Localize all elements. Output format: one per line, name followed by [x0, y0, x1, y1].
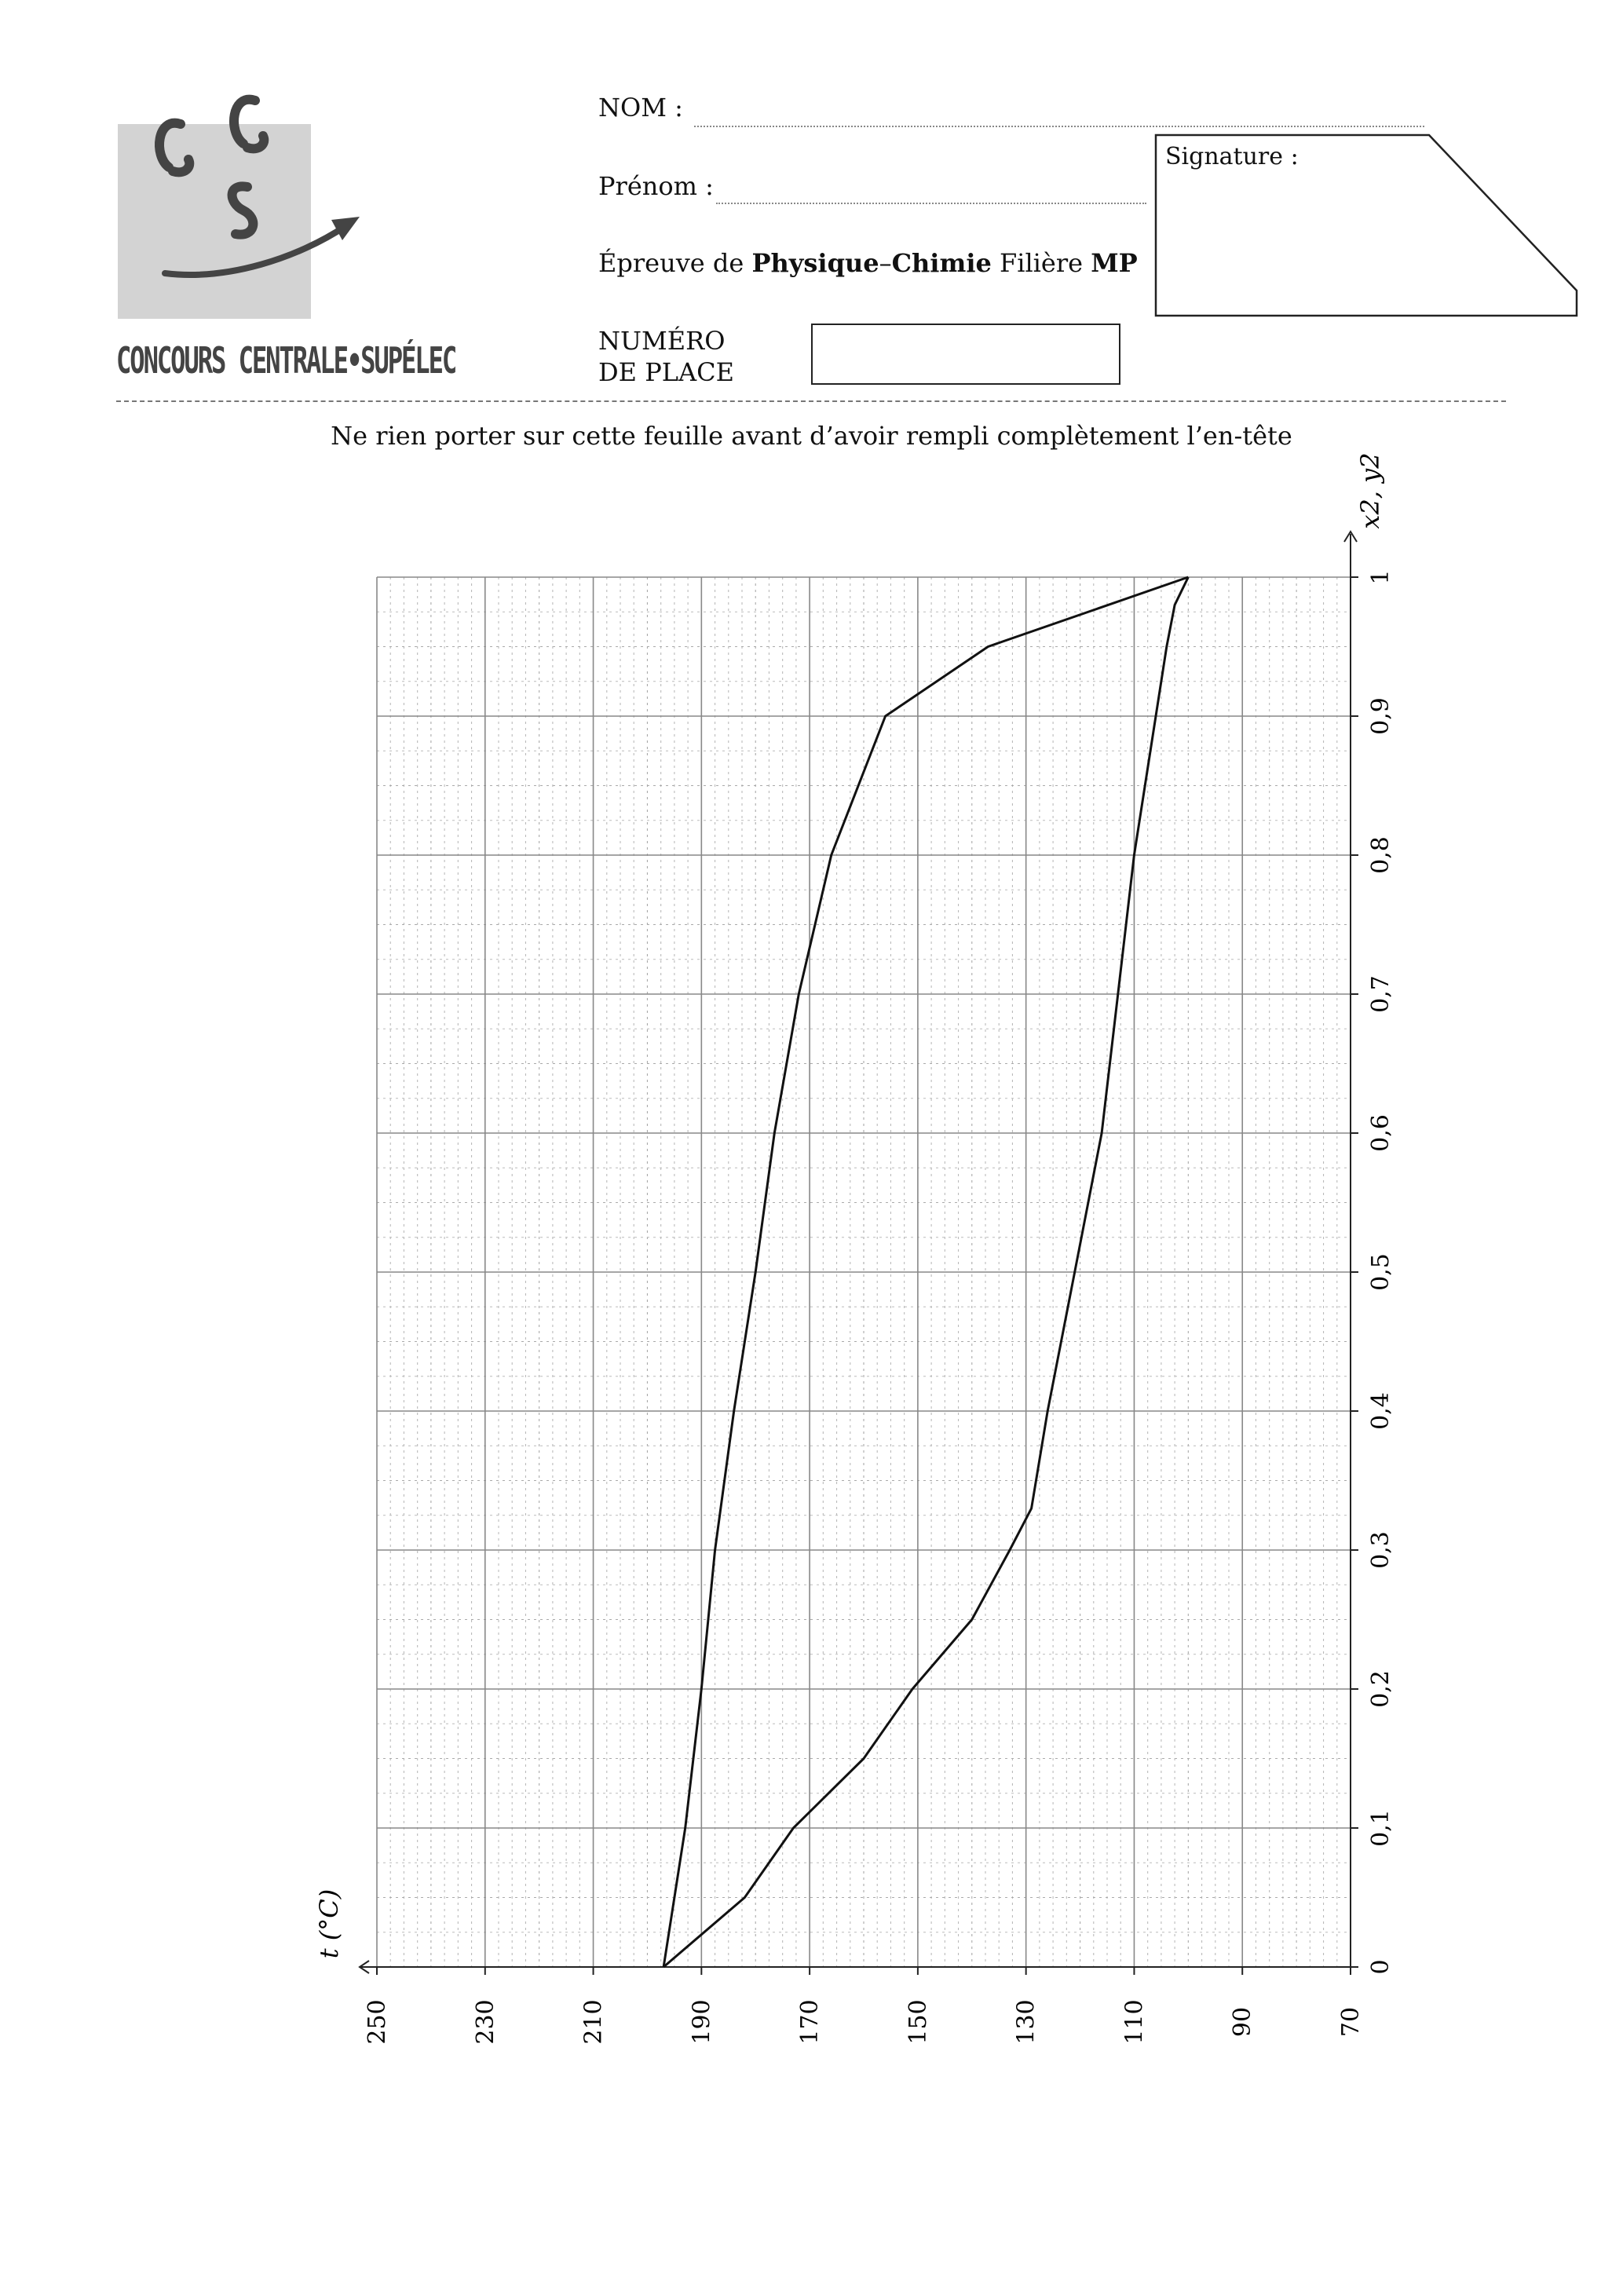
y-tick-label: 90: [1229, 2006, 1257, 2038]
numero-line1: NUMÉRO: [598, 326, 726, 356]
y-tick-label: 110: [1120, 1999, 1149, 2045]
x-tick-label: 0,5: [1367, 1253, 1395, 1291]
epreuve-subject-physique: Physique: [751, 248, 879, 278]
notice-text: Ne rien porter sur cette feuille avant d’avoir rempli complètement l’en-tête: [331, 421, 1292, 451]
epreuve-dash: –: [879, 248, 892, 278]
x-tick-label: 0,6: [1367, 1114, 1395, 1152]
x-tick-label: 0,7: [1367, 975, 1395, 1013]
epreuve-subject-chimie: Chimie: [891, 248, 992, 278]
y-tick-label: 150: [904, 1999, 932, 2045]
x-tick-label: 0,9: [1367, 697, 1395, 735]
tick-labels: [364, 569, 1395, 2044]
y-tick-label: 250: [364, 1999, 391, 2045]
x-tick-label: 0,1: [1367, 1809, 1395, 1847]
nom-label: NOM :: [598, 93, 683, 122]
y-tick-label: 130: [1012, 1999, 1040, 2045]
y-tick-label: 230: [471, 1999, 499, 2045]
logo-caption: CONCOURS CENTRALE•SUPÉLEC: [116, 339, 456, 382]
x-tick-label: 0,8: [1367, 836, 1395, 874]
x-tick-label: 0,3: [1367, 1531, 1395, 1569]
epreuve-prefix: Épreuve de: [598, 248, 744, 278]
axis-labels: [314, 452, 1385, 1958]
y-tick-label: 70: [1337, 2006, 1365, 2038]
x-tick-label: 0,4: [1367, 1392, 1395, 1430]
y-tick-label: 210: [579, 1999, 608, 2045]
numero-line2: DE PLACE: [598, 357, 734, 387]
y-tick-label: 190: [688, 1999, 716, 2045]
x-tick-label: 0: [1367, 1959, 1395, 1975]
y-axis-label: t (°C): [314, 1888, 344, 1959]
signature-label: Signature :: [1165, 143, 1299, 170]
epreuve-filiere-code: MP: [1091, 248, 1138, 278]
x-axis-label: x2, y2: [1355, 452, 1385, 529]
x-tick-label: 1: [1367, 569, 1395, 585]
prenom-label: Prénom :: [598, 171, 714, 201]
epreuve-filiere: Filière: [1000, 248, 1084, 278]
y-tick-label: 170: [796, 1999, 824, 2045]
x-tick-label: 0,2: [1367, 1670, 1395, 1708]
